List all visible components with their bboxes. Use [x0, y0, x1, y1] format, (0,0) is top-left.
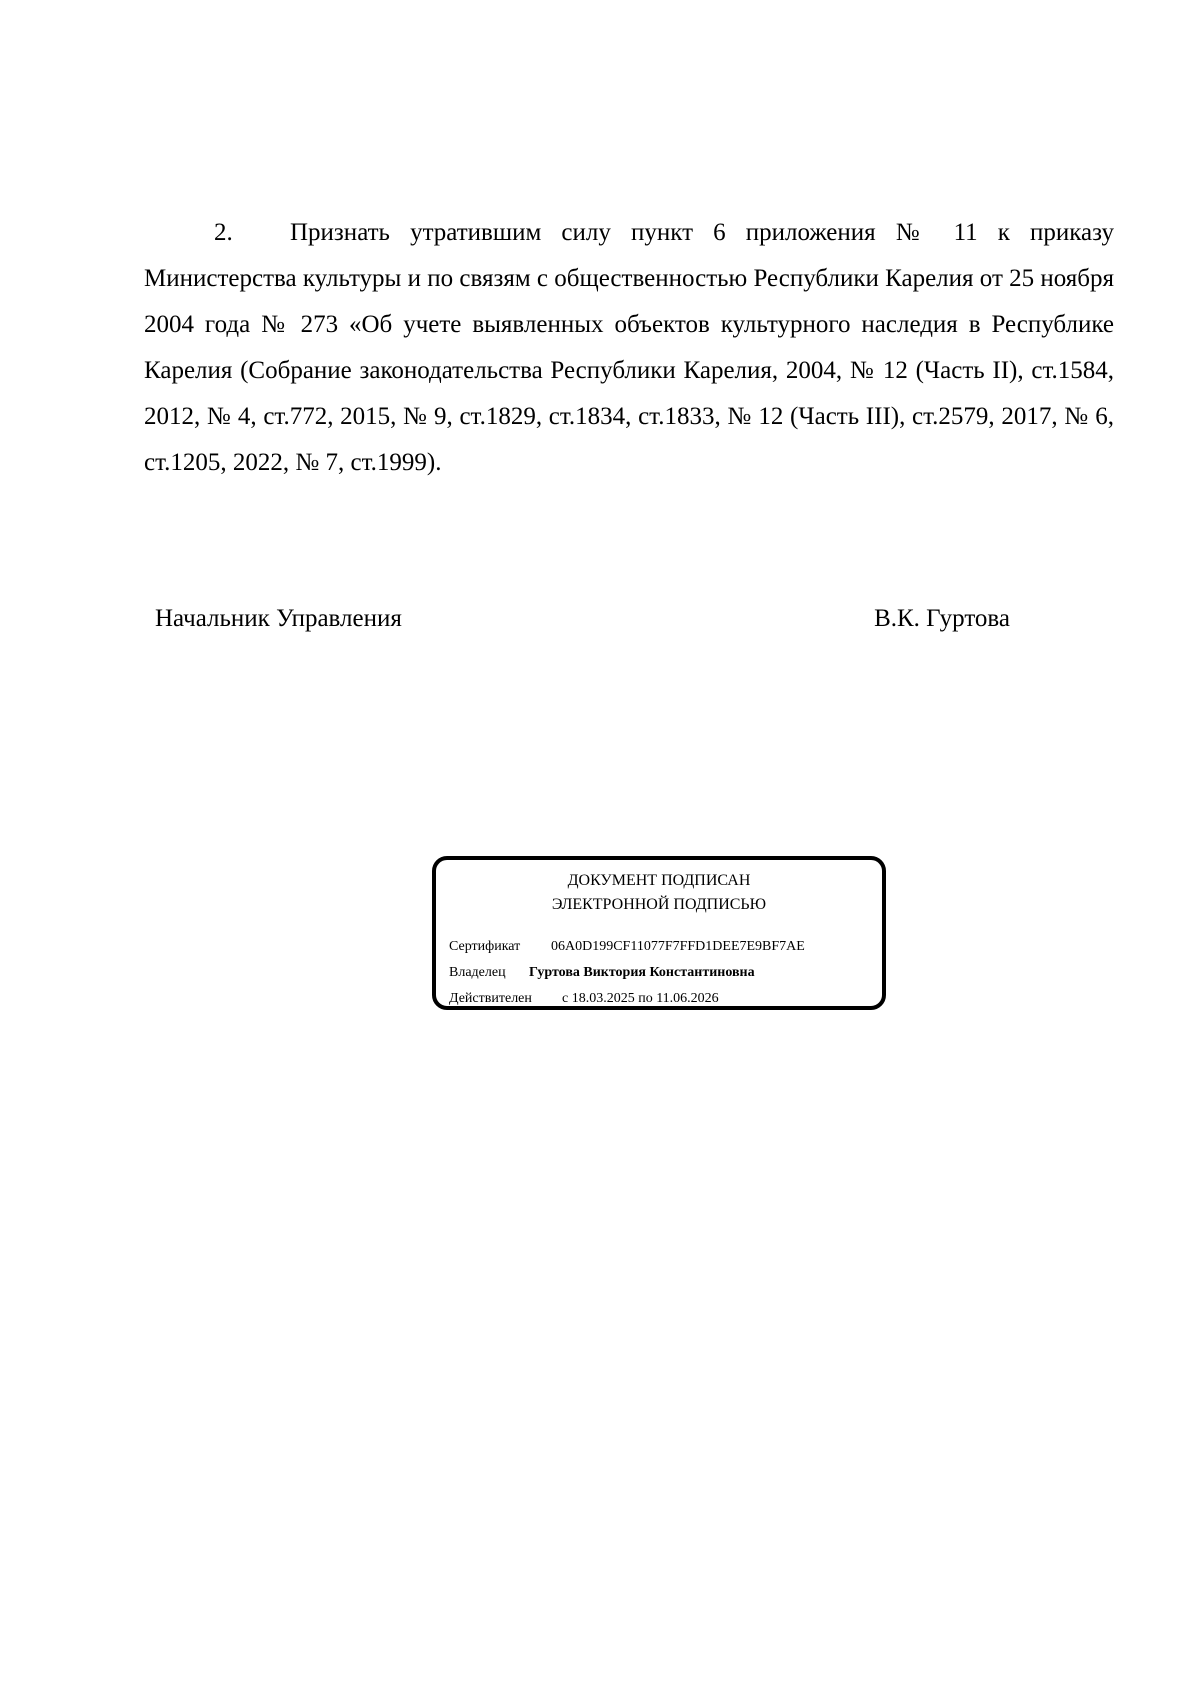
signatory-position: Начальник Управления [155, 605, 402, 632]
signature-block [155, 605, 1010, 633]
certificate-label: Сертификат [449, 939, 521, 954]
paragraph-text: Признать утратившим силу пункт 6 приложения № 11 к приказу Министерства культуры и по связям с общественностью Республики Карелия от 25 ноября 2004 года № 273 «Об учете выявленных объектов культурного наследия в Республике Карелия (Собрание законодательства Республики Карелия, 2004, № 12 (Часть II), ст.1584, 2012, № 4, ст.772, 2015, № 9, ст.1829, ст.1834, ст.1833, № 12 (Часть III), ст.2579, 2017, № 6, ст.1205, 2022, № 7, ст.1999). [144, 219, 1114, 476]
owner-value: Гуртова Виктория Константиновна [529, 965, 755, 980]
owner-label: Владелец [449, 965, 506, 980]
body-paragraph [144, 210, 1114, 486]
signatory-name: В.К. Гуртова [874, 605, 1010, 632]
electronic-signature-stamp [432, 856, 886, 1010]
validity-label: Действителен [449, 991, 532, 1006]
certificate-value: 06A0D199CF11077F7FFD1DEE7E9BF7AE [551, 939, 805, 954]
validity-row [449, 986, 805, 1012]
stamp-fields [449, 934, 805, 1012]
owner-row [449, 960, 805, 986]
stamp-heading [436, 869, 882, 917]
validity-value: с 18.03.2025 по 11.06.2026 [562, 991, 719, 1006]
certificate-row [449, 934, 805, 960]
item-number: 2. [214, 219, 233, 246]
stamp-heading-line2: ЭЛЕКТРОННОЙ ПОДПИСЬЮ [551, 896, 767, 913]
stamp-heading-line1: ДОКУМЕНТ ПОДПИСАН [567, 872, 751, 889]
